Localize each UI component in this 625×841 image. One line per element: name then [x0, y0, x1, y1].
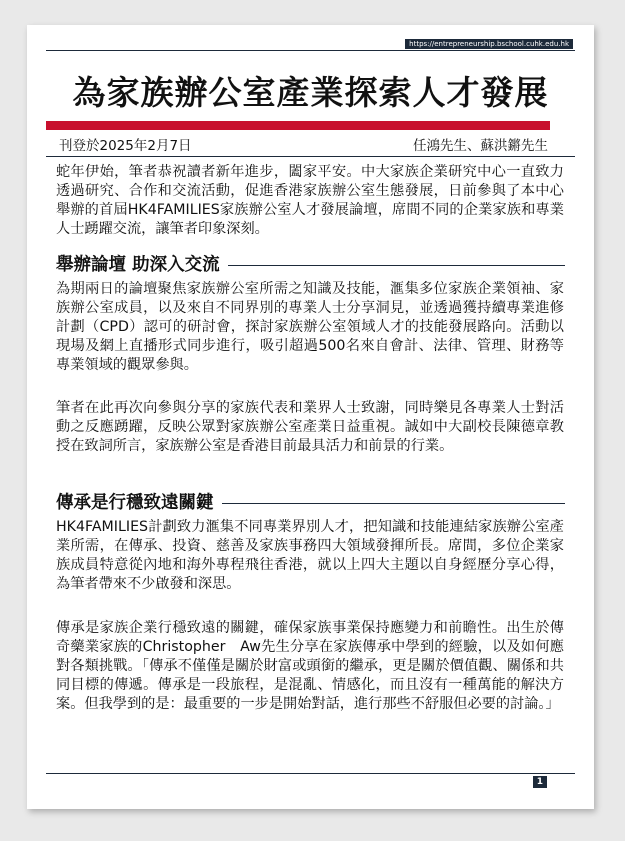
section-heading-text: 舉辦論壇 助深入交流	[56, 255, 220, 275]
section-heading-succession	[56, 492, 565, 514]
authors: 任鴻先生、蘇洪鏘先生	[413, 138, 548, 154]
heading-rule	[228, 265, 565, 266]
forum-paragraph-1: 為期兩日的論壇聚焦家族辦公室所需之知識及技能，滙集多位家族企業領袖、家族辦公室成員，以及來自不同界別的專業人士分享洞見，並透過獲持續專業進修計劃（CPD）認可的研討會，探討家族辦公室領域人才的技能發展路向。活動以現場及網上直播形式同步進行，吸引超過500名來自會計、法律、管理、財務等專業領域的觀眾參與。	[56, 281, 564, 373]
intro-paragraph: 蛇年伊始，筆者恭祝讀者新年進步，闔家平安。中大家族企業研究中心一直致力透過研究、合作和交流活動，促進香港家族辦公室生態發展，日前參與了本中心舉辦的首屆HK4FAMILIES家族辦公室人才發展論壇，席間不同的企業家族和專業人士踴躍交流，讓筆者印象深刻。	[56, 164, 564, 237]
top-divider	[46, 50, 575, 51]
section-heading-forum	[56, 254, 565, 276]
page-number: 1	[533, 776, 547, 788]
heading-rule	[222, 503, 566, 504]
article-meta	[59, 137, 548, 155]
succession-paragraph-2: 傳承是家族企業行穩致遠的關鍵，確保家族事業保持應變力和前瞻性。出生於傳奇藥業家族的Christopher Aw先生分享在家族傳承中學到的經驗，以及如何應對各類挑戰。「傳承不僅僅是關於財富或頭銜的繼承，更是關於價值觀、關係和共同目標的傳遞。傳承是一段旅程，是混亂、情感化，而且沒有一種萬能的解決方案。但我學到的是：最重要的一步是開始對話，進行那些不舒服但必要的討論。」	[56, 620, 564, 712]
forum-paragraph-2: 筆者在此再次向參與分享的家族代表和業界人士致謝，同時樂見各專業人士對活動之反應踴躍，反映公眾對家族辦公室產業日益重視。誠如中大副校長陳德章教授在致詞所言，家族辦公室是香港目前最具活力和前景的行業。	[56, 400, 564, 454]
section-heading-text: 傳承是行穩致遠關鍵	[56, 493, 214, 513]
bottom-divider	[46, 773, 575, 774]
publish-date: 刊登於2025年2月7日	[59, 138, 192, 154]
title-accent-bar	[46, 121, 550, 130]
article-title: 為家族辦公室產業探索人才發展	[72, 73, 549, 112]
meta-divider	[46, 156, 575, 157]
succession-paragraph-1: HK4FAMILIES計劃致力滙集不同專業界別人才，把知識和技能連結家族辦公室產業所需，在傳承、投資、慈善及家族事務四大領域發揮所長。席間，多位企業家族成員特意從內地和海外專程飛往香港，就以上四大主題以自身經歷分享心得，為筆者帶來不少啟發和深思。	[56, 519, 564, 592]
source-url[interactable]: https://entrepreneurship.bschool.cuhk.edu.hk	[405, 39, 573, 49]
document-page	[27, 25, 594, 809]
